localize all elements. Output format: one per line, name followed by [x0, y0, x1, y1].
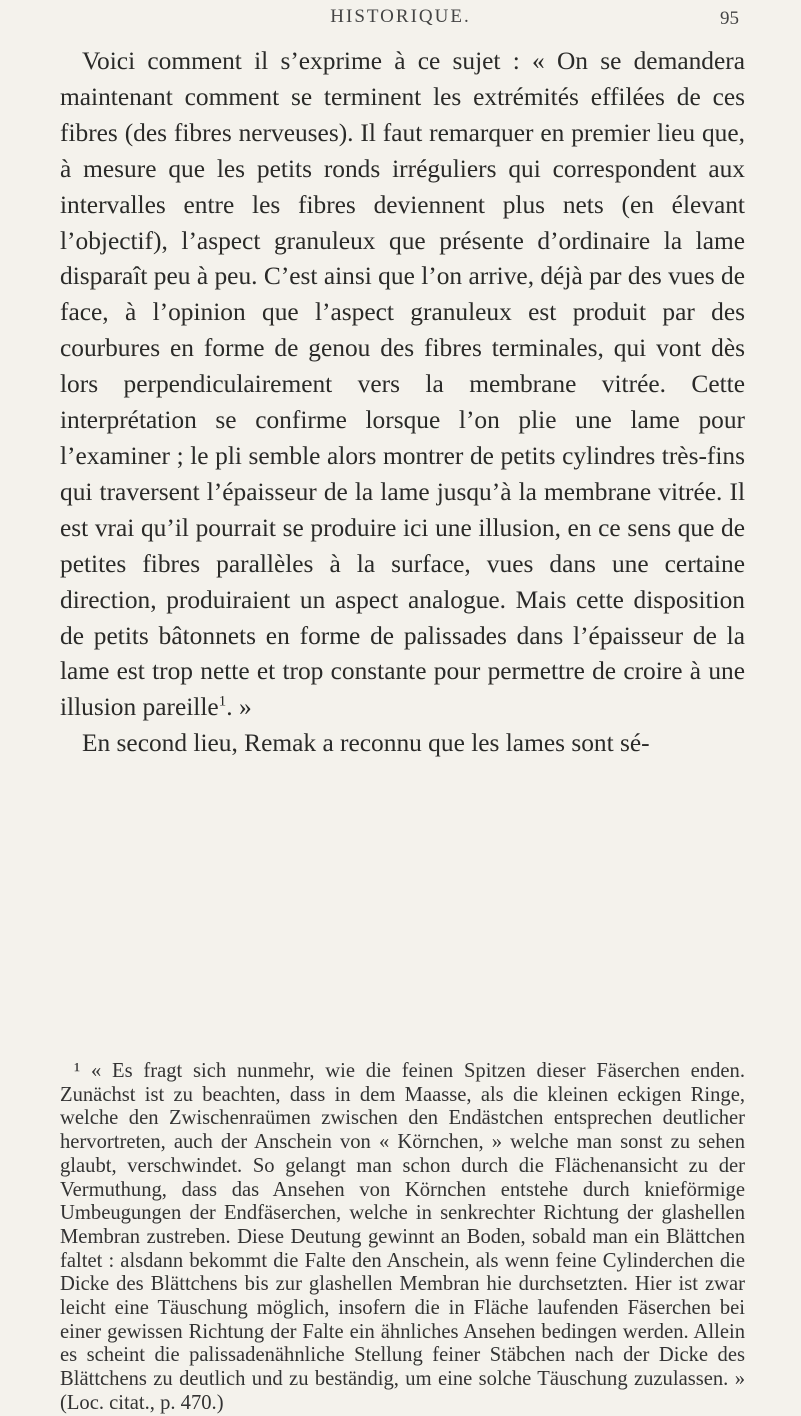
footnote-text: « Es fragt sich nunmehr, wie die feinen Spitzen dieser Fäserchen enden. Zunächst ist zu beachten, dass in dem Maasse, als die kleinen eckigen Ringe, welche den Zwischenraümen zwischen den Endästchen entsprechen deutlicher hervortreten, auch der Anschein von « Körnchen, » welche man sonst zu sehen glaubt, verschwindet. So gelangt man schon durch die Flächenansicht zu der Vermuthung, dass das Ansehen von Körnchen entstehe durch knieförmige Umbeugungen der Endfäserchen, welche in senkrechter Richtung der glashellen Membran zustreben. Diese Deutung gewinnt an Boden, sobald man ein Blättchen faltet : alsdann bekommt die Falte den Anschein, als wenn feine Cylinderchen die Dicke des Blättchens bis zur glashellen Membran hie durchsetzten. Hier ist zwar leicht eine Täuschung möglich, insofern die in Fläche laufenden Fäserchen bei einer gewissen Richtung der Falte ein ähnliches Ansehen bedingen werden. Allein es scheint die palissadenähnliche Stellung feiner Stäbchen nach der Dicke des Blättchens zu deutlich und zu beständig, um eine solche Täuschung zuzulassen. » (Loc. citat., p. 470.)	[60, 1060, 745, 1414]
main-text	[60, 44, 745, 762]
paragraph-1	[60, 44, 745, 726]
footnote	[60, 1060, 745, 1416]
paragraph-1-end: . »	[226, 693, 252, 722]
paragraph-2: En second lieu, Remak a reconnu que les lames sont sé-	[82, 729, 650, 758]
running-title: HISTORIQUE.	[330, 6, 471, 27]
footnote-reference: 1	[218, 692, 227, 710]
paragraph-1-text: Voici comment il s’exprime à ce sujet : « On se demandera maintenant comment se terminent les extrémités effilées de ces fibres (des fibres nerveuses). Il faut remarquer en premier lieu que, à mesure que les petits ronds irréguliers qui correspondent aux intervalles entre les fibres deviennent plus nets (en élevant l’objectif), l’aspect granuleux que présente d’ordinaire la lame disparaît peu à peu. C’est ainsi que l’on arrive, déjà par des vues de face, à l’opinion que l’aspect granuleux est produit par des courbures en forme de genou des fibres terminales, qui vont dès lors perpendiculairement vers la membrane vitrée. Cette interprétation se confirme lorsque l’on plie une lame pour l’examiner ; le pli semble alors montrer de petits cylindres très-fins qui traversent l’épaisseur de la lame jusqu’à la membrane vitrée. Il est vrai qu’il pourrait se produire ici une illusion, en ce sens que de petites fibres parallèles à la surface, vues dans une certaine direction, produiraient un aspect analogue. Mais cette disposition de petits bâtonnets en forme de palissades dans l’épaisseur de la lame est trop nette et trop constante pour permettre de croire à une illusion pareille	[60, 47, 745, 722]
page-number: 95	[720, 8, 739, 29]
running-head	[0, 6, 801, 36]
footnote-marker: ¹	[74, 1060, 81, 1082]
